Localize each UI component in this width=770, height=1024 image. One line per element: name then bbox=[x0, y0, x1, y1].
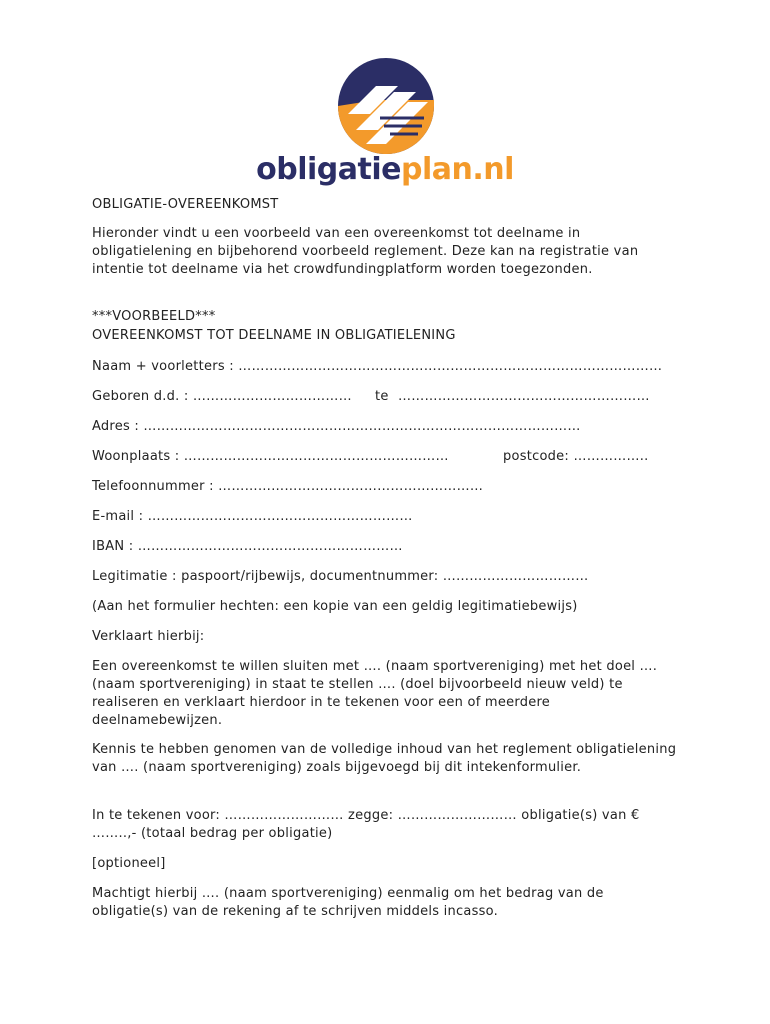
postcode-field: postcode: …………….. bbox=[503, 449, 649, 464]
example-label: ***VOORBEELD*** bbox=[92, 309, 216, 324]
email-field: E-mail : …………………………………………………… bbox=[92, 509, 413, 524]
born-field: Geboren d.d. : ……………………………… bbox=[92, 389, 352, 404]
id-note: (Aan het formulier hechten: een kopie van een geldig legitimatiebewijs) bbox=[92, 599, 578, 614]
logo-text-part2: plan.nl bbox=[400, 152, 514, 187]
optional-label: [optioneel] bbox=[92, 856, 166, 871]
document-heading: OBLIGATIE-OVEREENKOMST bbox=[92, 197, 279, 212]
paragraph-3: In te tekenen voor: ……………………… zegge: ……………………… obligatie(s) van € ……..,- (totaal bedrag per obligatie) bbox=[92, 808, 640, 841]
logo-text-part1: obligatie bbox=[256, 152, 401, 187]
logo bbox=[0, 48, 770, 188]
born-place-field: ………………………………………………… bbox=[398, 389, 650, 404]
city-field: Woonplaats : …………………………………………………… bbox=[92, 449, 449, 464]
intro-paragraph: Hieronder vindt u een voorbeeld van een overeenkomst tot deelname in obligatielening en bijbehorend voorbeeld reglement. Deze kan na registratie van intentie tot deelname via het crowdfundingplatform worden toegezonden. bbox=[92, 226, 639, 277]
paragraph-1: Een overeenkomst te willen sluiten met …. (naam sportvereniging) met het doel …. (naam sportvereniging) in staat te stellen …. (doel bijvoorbeeld nieuw veld) te realiseren en verklaart hierdoor in te tekenen voor een of meerdere deelnamebewijzen. bbox=[92, 659, 658, 728]
address-field: Adres : ……………………………………………………………………………………… bbox=[92, 419, 581, 434]
agreement-title: OVEREENKOMST TOT DEELNAME IN OBLIGATIELENING bbox=[92, 328, 456, 343]
paragraph-4: Machtigt hierbij …. (naam sportvereniging) eenmalig om het bedrag van de obligatie(s) van de rekening af te schrijven middels incasso. bbox=[92, 886, 604, 919]
logo-wordmark bbox=[0, 152, 770, 187]
iban-field: IBAN : …………………………………………………… bbox=[92, 539, 403, 554]
declares-label: Verklaart hierbij: bbox=[92, 629, 205, 644]
logo-mark-icon bbox=[336, 56, 436, 156]
born-te: te bbox=[375, 389, 389, 404]
phone-field: Telefoonnummer : …………………………………………………… bbox=[92, 479, 484, 494]
paragraph-2: Kennis te hebben genomen van de volledige inhoud van het reglement obligatielening van …. (naam sportvereniging) zoals bijgevoegd bij dit intekenformulier. bbox=[92, 742, 677, 775]
name-field: Naam + voorletters : …………………………………………………………………………………… bbox=[92, 359, 663, 374]
id-field: Legitimatie : paspoort/rijbewijs, documentnummer: …………………………… bbox=[92, 569, 589, 584]
